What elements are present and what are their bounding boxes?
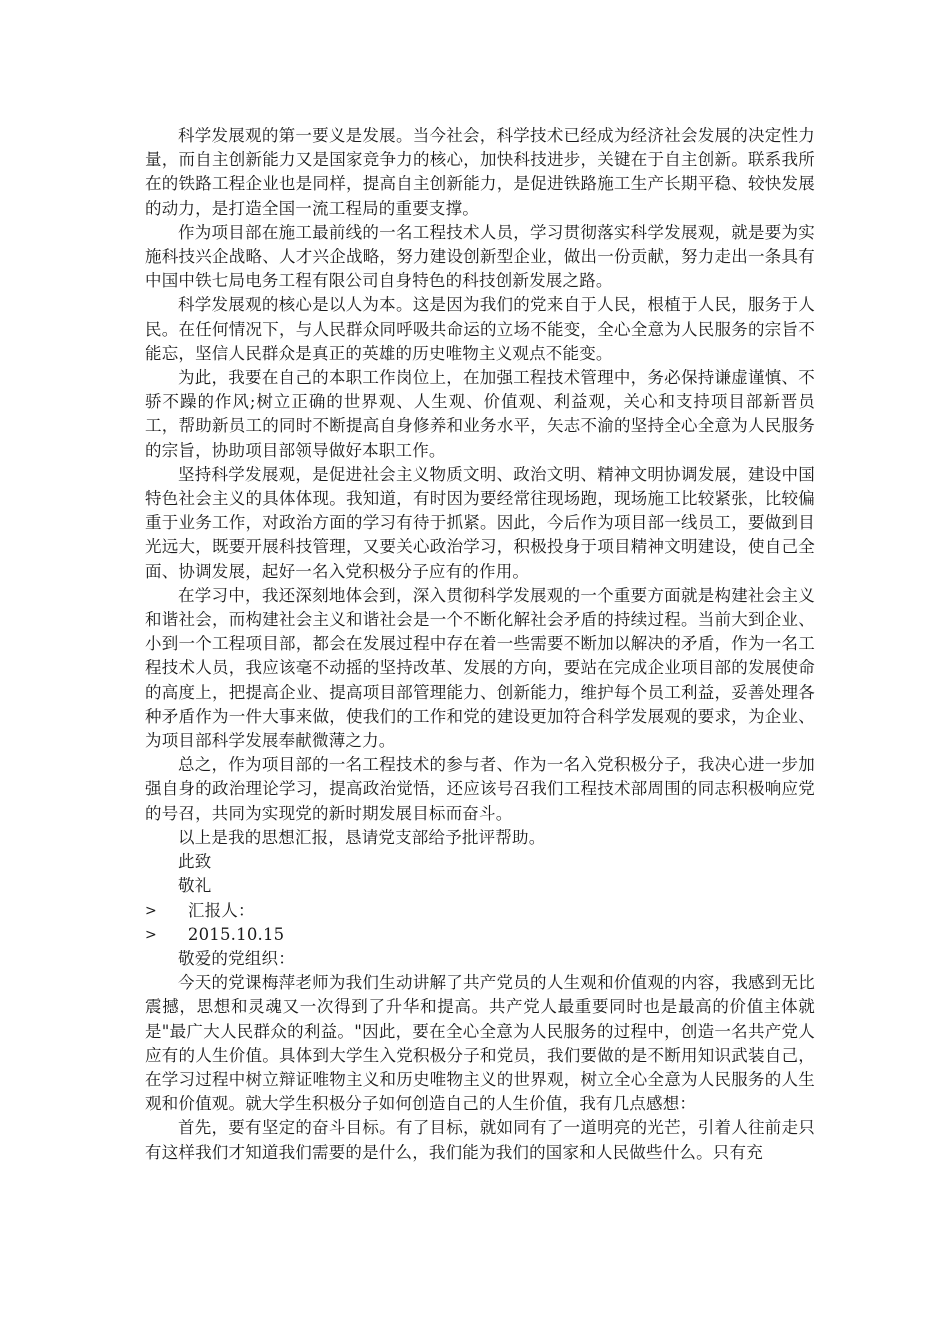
paragraph: 坚持科学发展观，是促进社会主义物质文明、政治文明、精神文明协调发展，建设中国特色社会主义的具体体现。我知道，有时因为要经常往现场跑，现场施工比较紧张，比较偏重于业务工作，对政治方面的学习有待于抓紧。因此，今后作为项目部一线员工，要做到目光远大，既要开展科技管理，又要关心政治学习，积极投身于项目精神文明建设，使自己全面、协调发展，起好一名入党积极分子应有的作用。 <box>145 464 815 581</box>
chevron-right-icon: > <box>145 926 157 943</box>
reporter-line <box>145 899 815 923</box>
document-body <box>145 124 815 1165</box>
paragraph: 在学习中，我还深刻地体会到，深入贯彻科学发展观的一个重要方面就是构建社会主义和谐社会，而构建社会主义和谐社会是一个不断化解社会矛盾的持续过程。当前大到企业、小到一个工程项目部，都会在发展过程中存在着一些需要不断加以解决的矛盾，作为一名工程技术人员，我应该毫不动摇的坚持改革、发展的方向，要站在完成企业项目部的发展使命的高度上，把提高企业、提高项目部管理能力、创新能力，维护每个员工利益，妥善处理各种矛盾作为一件大事来做，使我们的工作和党的建设更加符合科学发展观的要求，为企业、为项目部科学发展奉献微薄之力。 <box>145 585 815 751</box>
closing-line: 敬礼 <box>178 876 212 896</box>
date-line <box>145 923 815 947</box>
paragraph: 今天的党课梅萍老师为我们生动讲解了共产党员的人生观和价值观的内容，我感到无比震撼，思想和灵魂又一次得到了升华和提高。共产党人最重要同时也是最高的价值主体就是"最广大人民群众的利益。"因此，要在全心全意为人民服务的过程中，创造一名共产党人应有的人生价值。具体到大学生入党积极分子和党员，我们要做的是不断用知识武装自己，在学习过程中树立辩证唯物主义和历史唯物主义的世界观，树立全心全意为人民服务的人生观和价值观。就大学生积极分子如何创造自己的人生价值，我有几点感想： <box>145 973 815 1114</box>
reporter-label: 汇报人： <box>187 900 255 920</box>
closing-line: 此致 <box>178 852 212 872</box>
chevron-right-icon: > <box>145 902 157 919</box>
paragraph: 总之，作为项目部的一名工程技术的参与者、作为一名入党积极分子，我决心进一步加强自身的政治理论学习，提高政治觉悟，还应该号召我们工程技术部周围的同志积极响应党的号召，共同为实现党的新时期发展目标而奋斗。 <box>145 755 815 823</box>
report-date: 2015.10.15 <box>187 924 285 944</box>
paragraph: 科学发展观的第一要义是发展。当今社会，科学技术已经成为经济社会发展的决定性力量，而自主创新能力又是国家竞争力的核心，加快科技进步，关键在于自主创新。联系我所在的铁路工程企业也是同样，提高自主创新能力，是促进铁路施工生产长期平稳、较快发展的动力，是打造全国一流工程局的重要支撑。 <box>145 126 815 218</box>
paragraph: 为此，我要在自己的本职工作岗位上，在加强工程技术管理中，务必保持谦虚谨慎、不骄不躁的作风;树立正确的世界观、人生观、价值观、利益观，关心和支持项目部新晋员工，帮助新员工的同时不断提高自身修养和业务水平，矢志不渝的坚持全心全意为人民服务的宗旨，协助项目部领导做好本职工作。 <box>145 368 815 460</box>
paragraph: 以上是我的思想汇报，恳请党支部给予批评帮助。 <box>178 827 546 847</box>
paragraph: 科学发展观的核心是以人为本。这是因为我们的党来自于人民，根植于人民，服务于人民。在任何情况下，与人民群众同呼吸共命运的立场不能变，全心全意为人民服务的宗旨不能忘，坚信人民群众是真正的英雄的历史唯物主义观点不能变。 <box>145 295 815 363</box>
paragraph: 作为项目部在施工最前线的一名工程技术人员，学习贯彻落实科学发展观，就是要为实施科技兴企战略、人才兴企战略，努力建设创新型企业，做出一份贡献，努力走出一条具有中国中铁七局电务工程有限公司自身特色的科技创新发展之路。 <box>145 222 815 291</box>
salutation: 敬爱的党组织： <box>178 948 295 968</box>
paragraph: 首先，要有坚定的奋斗目标。有了目标，就如同有了一道明亮的光芒，引着人往前走只有这样我们才知道我们需要的是什么，我们能为我们的国家和人民做些什么。只有充 <box>145 1118 815 1162</box>
